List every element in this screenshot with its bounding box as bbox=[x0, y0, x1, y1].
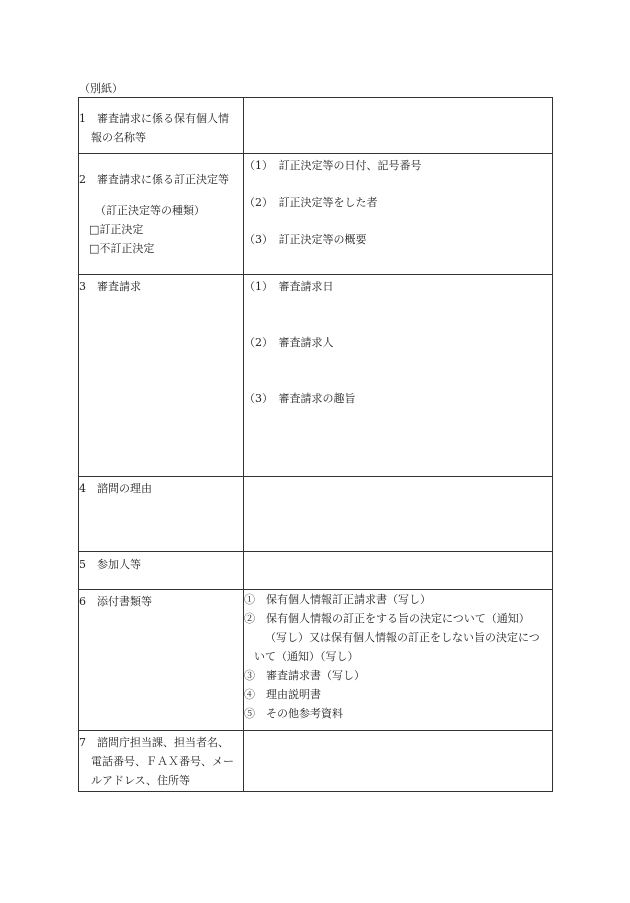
row-3-label: 3 審査請求 bbox=[79, 280, 141, 293]
attachment-item-5: ⑤ その他参考資料 bbox=[244, 707, 343, 720]
row-2-label-cell bbox=[79, 154, 244, 275]
attachment-item-2: ② 保有個人情報の訂正をする旨の決定について（通知） bbox=[244, 612, 530, 625]
row-5-label: 5 参加人等 bbox=[79, 558, 141, 571]
row-7-label-line-1: 7 諮問庁担当課、担当者名、 bbox=[79, 736, 229, 749]
attachment-label: （別紙） bbox=[79, 82, 123, 95]
row-review-request bbox=[79, 275, 553, 477]
row-2-label-sub: （訂正決定等の種類） bbox=[95, 204, 205, 217]
row-7-label-line-2: 電話番号、ＦＡＸ番号、メー bbox=[91, 755, 234, 768]
row-5-value-cell bbox=[244, 552, 553, 590]
row-3-value-cell bbox=[244, 275, 553, 477]
row-correction-decision bbox=[79, 154, 553, 275]
row-4-label: 4 諮問の理由 bbox=[79, 482, 152, 495]
row-3-item-2: （2） 審査請求人 bbox=[244, 336, 334, 349]
attachment-item-3: ③ 審査請求書（写し） bbox=[244, 669, 365, 682]
row-3-item-3: （3） 審査請求の趣旨 bbox=[244, 392, 356, 405]
row-6-label: 6 添付書類等 bbox=[79, 595, 152, 608]
row-participants bbox=[79, 552, 553, 590]
attachment-item-4: ④ 理由説明書 bbox=[244, 688, 321, 701]
row-3-label-cell bbox=[79, 275, 244, 477]
row-attachments bbox=[79, 590, 553, 731]
attachment-item-2-cont-2: いて（通知）（写し） bbox=[254, 650, 359, 663]
row-7-value-cell bbox=[244, 731, 553, 792]
row-6-value-cell bbox=[244, 590, 553, 731]
row-4-label-cell bbox=[79, 477, 244, 552]
row-consultation-reason bbox=[79, 477, 553, 552]
row-7-label-cell bbox=[79, 731, 244, 792]
attachment-item-1: ① 保有個人情報訂正請求書（写し） bbox=[244, 593, 431, 606]
row-1-label-cell bbox=[79, 98, 244, 154]
row-1-label-line-2: 報の名称等 bbox=[91, 131, 146, 144]
row-7-label-line-3: ルアドレス、住所等 bbox=[91, 774, 190, 787]
checkbox-non-correction-decision[interactable]: □不訂正決定 bbox=[89, 242, 155, 255]
row-2-item-2: （2） 訂正決定等をした者 bbox=[244, 196, 378, 209]
row-2-label-main: 2 審査請求に係る訂正決定等 bbox=[79, 173, 229, 186]
row-contact-info bbox=[79, 731, 553, 792]
row-1-label-line-1: 1 審査請求に係る保有個人情 bbox=[79, 112, 229, 125]
attachment-item-2-cont-1: （写し）又は保有個人情報の訂正をしない旨の決定につ bbox=[265, 631, 540, 644]
row-3-item-1: （1） 審査請求日 bbox=[244, 280, 334, 293]
review-request-form-table bbox=[78, 97, 553, 792]
row-5-label-cell bbox=[79, 552, 244, 590]
row-2-item-1: （1） 訂正決定等の日付、記号番号 bbox=[244, 159, 422, 172]
row-6-label-cell bbox=[79, 590, 244, 731]
row-personal-info-name bbox=[79, 98, 553, 154]
checkbox-correction-decision[interactable]: □訂正決定 bbox=[89, 223, 144, 236]
row-4-value-cell bbox=[244, 477, 553, 552]
row-2-item-3: （3） 訂正決定等の概要 bbox=[244, 233, 367, 246]
row-1-value-cell bbox=[244, 98, 553, 154]
row-2-value-cell bbox=[244, 154, 553, 275]
